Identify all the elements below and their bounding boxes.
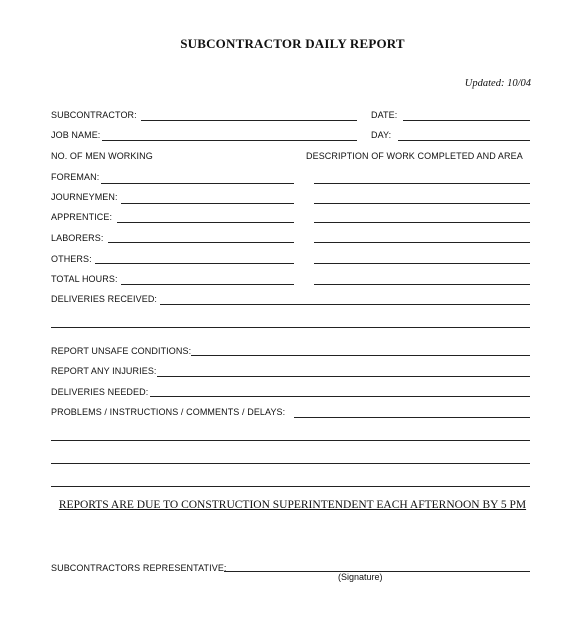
- foreman-field[interactable]: [101, 183, 294, 184]
- problems-line-2[interactable]: [51, 440, 530, 441]
- description-line[interactable]: [314, 183, 530, 184]
- date-field[interactable]: [403, 120, 530, 121]
- description-line[interactable]: [314, 203, 530, 204]
- description-line[interactable]: [314, 263, 530, 264]
- job-name-field[interactable]: [102, 140, 357, 141]
- description-line[interactable]: [314, 222, 530, 223]
- men-working-heading: NO. OF MEN WORKING: [51, 151, 153, 161]
- problems-label: PROBLEMS / INSTRUCTIONS / COMMENTS / DELAYS:: [51, 407, 286, 417]
- date-label: DATE:: [371, 110, 398, 120]
- others-field[interactable]: [95, 263, 294, 264]
- subcontractor-label: SUBCONTRACTOR:: [51, 110, 137, 120]
- laborers-label: LABORERS:: [51, 233, 104, 243]
- journeymen-field[interactable]: [121, 203, 294, 204]
- injuries-label: REPORT ANY INJURIES:: [51, 366, 157, 376]
- journeymen-label: JOURNEYMEN:: [51, 192, 118, 202]
- representative-label: SUBCONTRACTORS REPRESENTATIVE:: [51, 563, 227, 573]
- injuries-field[interactable]: [157, 376, 530, 377]
- description-heading: DESCRIPTION OF WORK COMPLETED AND AREA: [306, 151, 523, 161]
- total-hours-field[interactable]: [121, 284, 294, 285]
- others-label: OTHERS:: [51, 254, 92, 264]
- day-label: DAY:: [371, 130, 392, 140]
- deliveries-received-line-2[interactable]: [51, 327, 530, 328]
- laborers-field[interactable]: [108, 242, 294, 243]
- deliveries-needed-field[interactable]: [150, 396, 530, 397]
- problems-line-3[interactable]: [51, 463, 530, 464]
- deliveries-received-field[interactable]: [160, 304, 530, 305]
- unsafe-conditions-label: REPORT UNSAFE CONDITIONS:: [51, 346, 192, 356]
- apprentice-label: APPRENTICE:: [51, 212, 113, 222]
- job-name-label: JOB NAME:: [51, 130, 101, 140]
- description-line[interactable]: [314, 284, 530, 285]
- unsafe-conditions-field[interactable]: [191, 355, 530, 356]
- form-title: SUBCONTRACTOR DAILY REPORT: [180, 36, 405, 51]
- updated-date: Updated: 10/04: [464, 78, 531, 89]
- problems-field[interactable]: [294, 417, 530, 418]
- description-line[interactable]: [314, 242, 530, 243]
- signature-caption: (Signature): [338, 572, 383, 582]
- apprentice-field[interactable]: [117, 222, 294, 223]
- total-hours-label: TOTAL HOURS:: [51, 274, 118, 284]
- day-field[interactable]: [398, 140, 530, 141]
- deliveries-needed-label: DELIVERIES NEEDED:: [51, 387, 149, 397]
- problems-line-4[interactable]: [51, 486, 530, 487]
- subcontractor-field[interactable]: [141, 120, 357, 121]
- due-notice: REPORTS ARE DUE TO CONSTRUCTION SUPERINTENDENT EACH AFTERNOON BY 5 PM: [58, 499, 527, 511]
- deliveries-received-label: DELIVERIES RECEIVED:: [51, 294, 158, 304]
- foreman-label: FOREMAN:: [51, 172, 100, 182]
